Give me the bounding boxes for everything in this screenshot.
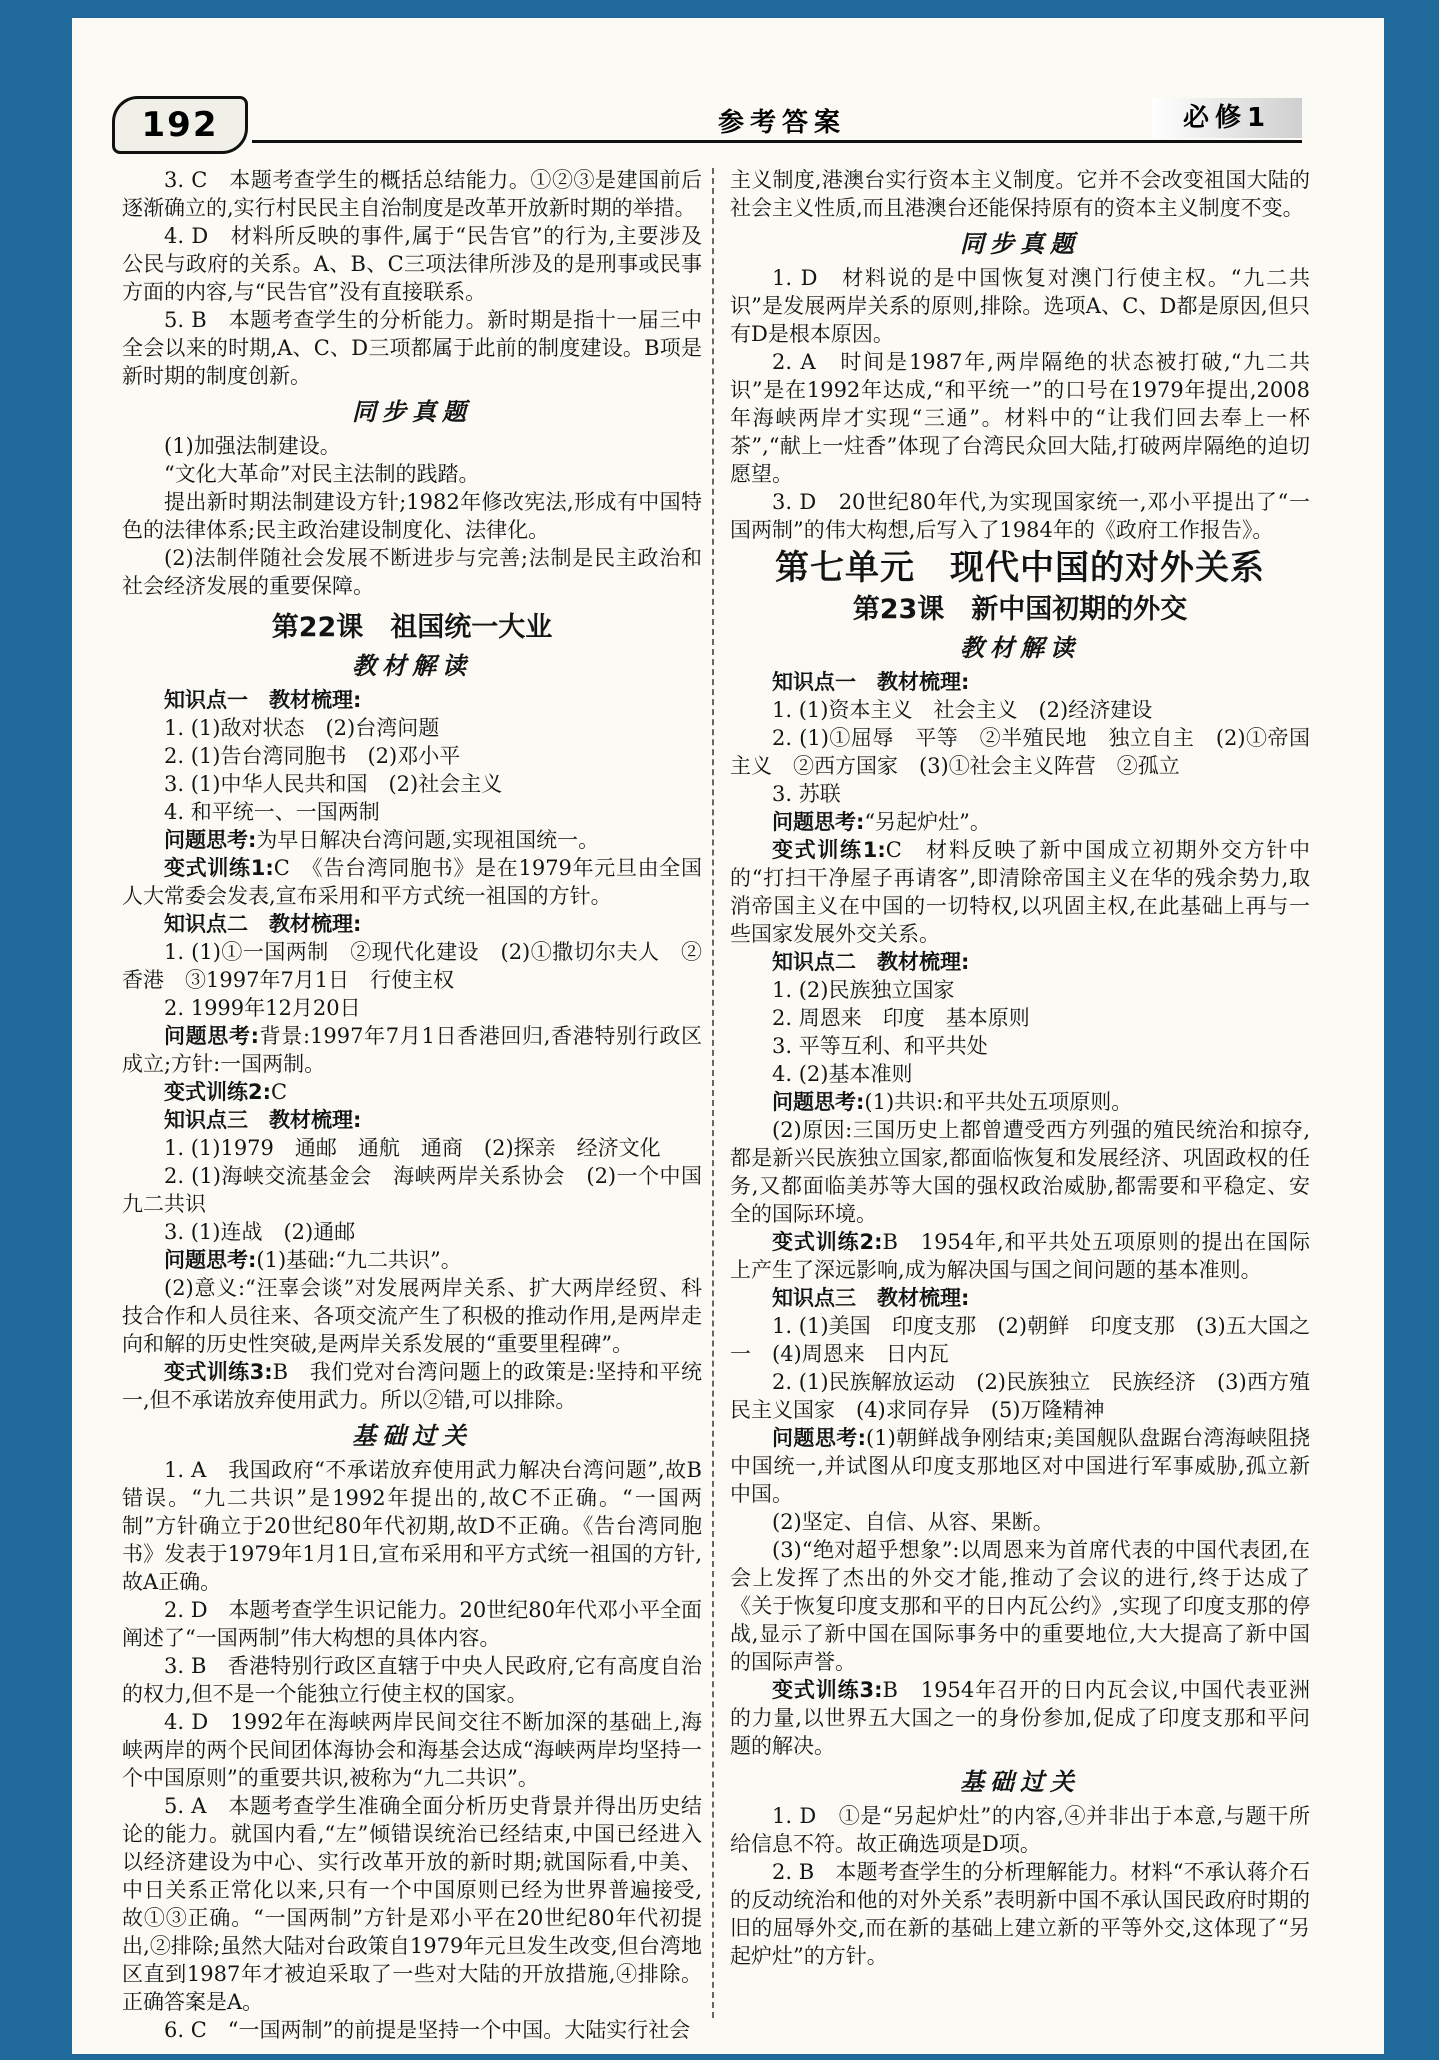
paragraph-text: 提出新时期法制建设方针;1982年修改宪法,形成有中国特色的法律体系;民主政治建设制度化、法律化。 [122,490,702,542]
right-column [730,166,1310,1970]
answer-paragraph [122,854,702,910]
answer-paragraph [122,686,702,714]
answer-paragraph [122,306,702,390]
answer-paragraph [730,264,1310,348]
paragraph-text: C 材料反映了新中国成立初期外交方针中的“打扫干净屋子再请客”,即清除帝国主义在华的残余势力,取消帝国主义在中国的一切特权,以巩固主权,在此基础上再与一些国家发展外交关系。 [730,838,1310,946]
paragraph-text: 1. (1)资本主义 社会主义 (2)经济建设 [772,698,1153,722]
answer-paragraph [122,770,702,798]
answer-paragraph [730,976,1310,1004]
paragraph-text: 3. 平等互利、和平共处 [772,1034,988,1058]
answer-paragraph [730,1116,1310,1228]
paragraph-text: (2)原因:三国历史上都曾遭受西方列强的殖民统治和掠夺,都是新兴民族独立国家,都面临恢复和发展经济、巩固政权的任务,又都面临美苏等大国的强权政治威胁,都需要和平稳定、安全的国际环境。 [730,1118,1310,1226]
answer-paragraph [730,1676,1310,1760]
answer-paragraph [122,166,702,222]
paragraph-text: 2. B 本题考查学生的分析理解能力。材料“不承认蒋介石的反动统治和他的对外关系”表明新中国不承认国民政府时期的旧的屈辱外交,而在新的基础上建立新的平等外交,这体现了“另起炉灶”的方针。 [730,1860,1310,1968]
answer-paragraph [730,808,1310,836]
answer-paragraph [730,1088,1310,1116]
answer-paragraph [122,1708,702,1792]
answer-paragraph [730,1284,1310,1312]
answer-paragraph [122,544,702,600]
paragraph-label: 问题思考: [772,1426,867,1450]
answer-paragraph [730,1004,1310,1032]
paragraph-text: 1. D ①是“另起炉灶”的内容,④并非出于本意,与题干所给信息不符。故正确选项是D项。 [730,1804,1310,1856]
paragraph-label: 问题思考: [164,1024,260,1048]
paragraph-text: 2. (1)告台湾同胞书 (2)邓小平 [164,744,461,768]
paragraph-text: (2)法制伴随社会发展不断进步与完善;法制是民主政治和社会经济发展的重要保障。 [122,546,702,598]
answer-paragraph [122,1358,702,1414]
paragraph-text: 5. A 本题考查学生准确全面分析历史背景并得出历史结论的能力。就国内看,“左”倾错误统治已经结束,中国已经进入以经济建设为中心、实行改革开放的新时期;就国际看,中美、中日关系正常化以来,只有一个中国原则已经为世界普遍接受,故①③正确。“一国两制”方针是邓小平在20世纪80年代初提出,②排除;虽然大陆对台政策自1979年元旦发生改变,但台湾地区直到1987年才被迫采取了一些对大陆的开放措施,④排除。正确答案是A。 [122,1794,702,2014]
paragraph-text: 3. (1)连战 (2)通邮 [164,1220,356,1244]
answer-paragraph [730,780,1310,808]
paragraph-text: 2. D 本题考查学生识记能力。20世纪80年代邓小平全面阐述了“一国两制”伟大构想的具体内容。 [122,1598,702,1650]
header-title: 参考答案 [717,108,846,138]
answer-paragraph [730,1802,1310,1858]
section-heading: 同步真题 [960,229,1080,258]
answer-paragraph [730,1536,1310,1676]
answer-paragraph [122,1162,723,1218]
section-heading: 教材解读 [960,633,1080,662]
answer-paragraph [122,742,702,770]
paragraph-text: B 1954年召开的日内瓦会议,中国代表亚洲的力量,以世界五大国之一的身份参加,促成了印度支那和平问题的解决。 [730,1678,1310,1758]
paragraph-label: 变式训练2: [164,1080,272,1104]
paragraph-text: (1)加强法制建设。 [164,434,341,458]
paragraph-label: 问题思考: [164,828,257,852]
answer-paragraph [122,1134,702,1162]
paragraph-text: 背景:1997年7月1日香港回归,香港特别行政区成立;方针:一国两制。 [122,1024,702,1076]
paragraph-text: 2. 周恩来 印度 基本原则 [772,1006,1030,1030]
paragraph-text: B 1954年,和平共处五项原则的提出在国际上产生了深远影响,成为解决国与国之间问题的基本准则。 [730,1230,1310,1282]
answer-paragraph [122,1596,702,1652]
answer-paragraph [122,798,702,826]
book-label: 必修1 [1152,98,1302,138]
paragraph-text: 1. (1)①一国两制 ②现代化建设 (2)①撒切尔夫人 ②香港 ③1997年7月1日 行使主权 [122,940,702,992]
paragraph-label: 问题思考: [772,1090,865,1114]
paragraph-text: (3)“绝对超乎想象”:以周恩来为首席代表的中国代表团,在会上发挥了杰出的外交才能,推动了会议的进行,终于达成了《关于恢复印度支那和平的日内瓦公约》,实现了印度支那的停战,显示了新中国在国际事务中的重要地位,大大提高了新中国的国际声誉。 [730,1538,1310,1674]
paragraph-text: 3. B 香港特别行政区直辖于中央人民政府,它有高度自治的权力,但不是一个能独立行使主权的国家。 [122,1654,702,1706]
paragraph-text: B 我们党对台湾问题上的政策是:坚持和平统一,但不承诺放弃使用武力。所以②错,可以排除。 [122,1360,702,1412]
answer-paragraph [122,1792,702,2016]
paragraph-text: 2. A 时间是1987年,两岸隔绝的状态被打破,“九二共识”是在1992年达成,“和平统一”的口号在1979年提出,2008年海峡两岸才实现“三通”。材料中的“让我们回去奉上一杯茶”,“献上一炷香”体现了台湾民众回大陆,打破两岸隔绝的迫切愿望。 [730,350,1310,486]
unit-title: 第七单元 现代中国的对外关系 [775,548,1265,588]
answer-paragraph [122,1022,702,1078]
paragraph-label: 变式训练1: [772,838,886,862]
answer-paragraph [730,1508,1310,1536]
answer-paragraph [730,1060,1310,1088]
paragraph-label: 变式训练2: [772,1230,883,1254]
answer-paragraph [122,910,702,938]
paragraph-text: 3. C 本题考查学生的概括总结能力。①②③是建国前后逐渐确立的,实行村民民主自治制度是改革开放新时期的举措。 [122,168,702,220]
answer-paragraph [122,1218,702,1246]
paragraph-text: 4. (2)基本准则 [772,1062,913,1086]
lesson-title: 第23课 新中国初期的外交 [852,594,1188,625]
paragraph-text: (1)朝鲜战争刚结束;美国舰队盘踞台湾海峡阻挠中国统一,并试图从印度支那地区对中国进行军事威胁,孤立新中国。 [730,1426,1310,1506]
answer-paragraph [730,836,1310,948]
section-heading: 基础过关 [352,1421,472,1450]
paragraph-text: (1)基础:“九二共识”。 [256,1248,462,1272]
paragraph-label: 知识点三 教材梳理: [164,1108,362,1132]
answer-paragraph [122,1106,702,1134]
answer-paragraph [122,994,702,1022]
answer-paragraph [122,222,702,306]
answer-paragraph [730,668,1310,696]
answer-paragraph [122,1652,702,1708]
left-column [122,166,723,2044]
answer-paragraph [730,1368,1310,1424]
paragraph-text: 2. (1)海峡交流基金会 海峡两岸关系协会 (2)一个中国 九二共识 [122,1164,723,1216]
answer-paragraph [122,714,702,742]
answer-paragraph [730,488,1310,544]
lesson-title: 第22课 祖国统一大业 [271,612,553,643]
page-number: 192 [112,96,248,154]
section-heading: 同步真题 [352,397,472,426]
paragraph-text: 1. (1)敌对状态 (2)台湾问题 [164,716,440,740]
answer-paragraph [730,724,1310,780]
paragraph-label: 知识点一 教材梳理: [164,688,362,712]
paragraph-text: “文化大革命”对民主法制的践踏。 [164,462,480,486]
paragraph-text: 4. 和平统一、一国两制 [164,800,380,824]
paragraph-text: (1)共识:和平共处五项原则。 [864,1090,1133,1114]
answer-paragraph [122,460,702,488]
answer-paragraph [730,166,1310,222]
paragraph-text: 为早日解决台湾问题,实现祖国统一。 [256,828,600,852]
column-divider [712,168,716,2018]
paragraph-text: 2. (1)①屈辱 平等 ②半殖民地 独立自主 (2)①帝国主义 ②西方国家 (3)①社会主义阵营 ②孤立 [730,726,1310,778]
paragraph-text: C 《告台湾同胞书》是在1979年元旦由全国人大常委会发表,宣布采用和平方式统一祖国的方针。 [122,856,702,908]
paragraph-text: 1. (2)民族独立国家 [772,978,955,1002]
answer-paragraph [730,1312,1310,1368]
paragraph-text: 3. D 20世纪80年代,为实现国家统一,邓小平提出了“一国两制”的伟大构想,后写入了1984年的《政府工作报告》。 [730,490,1310,542]
book-page [72,18,1384,2054]
paragraph-text: 主义制度,港澳台实行资本主义制度。它并不会改变祖国大陆的社会主义性质,而且港澳台还能保持原有的资本主义制度不变。 [730,168,1310,220]
answer-paragraph [122,1456,702,1596]
answer-paragraph [730,1228,1310,1284]
header-rule [252,140,1302,143]
answer-paragraph [122,1246,702,1274]
answer-paragraph [122,2016,702,2044]
paragraph-text: 3. (1)中华人民共和国 (2)社会主义 [164,772,503,796]
answer-paragraph [122,488,702,544]
paragraph-text: 4. D 1992年在海峡两岸民间交往不断加深的基础上,海峡两岸的两个民间团体海协会和海基会达成“海峡两岸均坚持一个中国原则”的重要共识,被称为“九二共识”。 [122,1710,702,1790]
paragraph-text: 1. (1)美国 印度支那 (2)朝鲜 印度支那 (3)五大国之一 (4)周恩来 日内瓦 [730,1314,1310,1366]
paragraph-text: C [271,1080,288,1104]
answer-paragraph [730,1424,1310,1508]
answer-paragraph [122,1078,702,1106]
section-heading: 教材解读 [352,651,472,680]
section-heading: 基础过关 [960,1767,1080,1796]
paragraph-label: 问题思考: [772,810,865,834]
paragraph-text: 5. B 本题考查学生的分析能力。新时期是指十一届三中全会以来的时期,A、C、D三项都属于此前的制度建设。B项是新时期的制度创新。 [122,308,702,388]
answer-paragraph [730,348,1310,488]
paragraph-label: 知识点一 教材梳理: [772,670,970,694]
answer-paragraph [122,1274,702,1358]
answer-paragraph [730,948,1310,976]
paragraph-label: 知识点三 教材梳理: [772,1286,970,1310]
answer-paragraph [730,1032,1310,1060]
paragraph-label: 变式训练1: [164,856,274,880]
paragraph-text: (2)坚定、自信、从容、果断。 [772,1510,1054,1534]
answer-paragraph [122,826,702,854]
paragraph-text: 3. 苏联 [772,782,841,806]
paragraph-text: (2)意义:“汪辜会谈”对发展两岸关系、扩大两岸经贸、科技合作和人员往来、各项交流产生了积极的推动作用,是两岸走向和解的历史性突破,是两岸关系发展的“重要里程碑”。 [122,1276,702,1356]
answer-paragraph [730,696,1310,724]
paragraph-text: 1. D 材料说的是中国恢复对澳门行使主权。“九二共识”是发展两岸关系的原则,排除。选项A、C、D都是原因,但只有D是根本原因。 [730,266,1310,346]
paragraph-text: 2. 1999年12月20日 [164,996,361,1020]
paragraph-text: 2. (1)民族解放运动 (2)民族独立 民族经济 (3)西方殖民主义国家 (4)求同存异 (5)万隆精神 [730,1370,1310,1422]
paragraph-text: 1. A 我国政府“不承诺放弃使用武力解决台湾问题”,故B错误。“九二共识”是1992年提出的,故C不正确。“一国两制”方针确立于20世纪80年代初期,故D不正确。《告台湾同胞书》发表于1979年1月1日,宣布采用和平方式统一祖国的方针,故A正确。 [122,1458,702,1594]
paragraph-label: 问题思考: [164,1248,257,1272]
paragraph-label: 知识点二 教材梳理: [164,912,362,936]
paragraph-label: 变式训练3: [772,1678,883,1702]
paragraph-text: 4. D 材料所反映的事件,属于“民告官”的行为,主要涉及公民与政府的关系。A、B、C三项法律所涉及的是刑事或民事方面的内容,与“民告官”没有直接联系。 [122,224,702,304]
paragraph-text: 1. (1)1979 通邮 通航 通商 (2)探亲 经济文化 [164,1136,661,1160]
paragraph-label: 知识点二 教材梳理: [772,950,970,974]
answer-paragraph [730,1858,1310,1970]
paragraph-label: 变式训练3: [164,1360,273,1384]
page-header [112,96,1344,152]
paragraph-text: 6. C “一国两制”的前提是坚持一个中国。大陆实行社会 [164,2018,691,2042]
answer-paragraph [122,432,702,460]
answer-paragraph [122,938,702,994]
paragraph-text: “另起炉灶”。 [864,810,991,834]
